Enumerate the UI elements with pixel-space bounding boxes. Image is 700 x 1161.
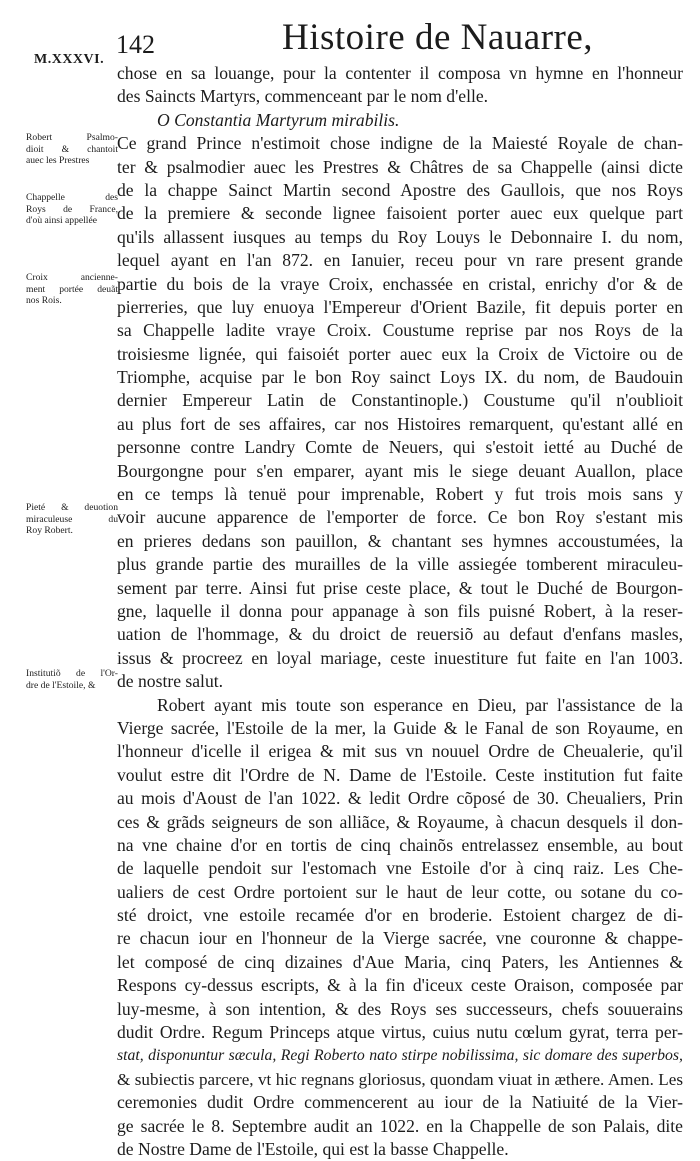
text-line: ter & psalmodier auec les Prestres & Châtres de sa Chappelle (ainsi dicte — [117, 156, 683, 177]
text-line: plus grande partie des murailles de la ville assiegée tomberent miraculeu- — [117, 554, 683, 575]
text-line: pierreries, que luy enuoya l'Empereur d'Orient Bazile, fit depuis porter en — [117, 296, 683, 317]
text-line: Robert ayant mis toute son esperance en Dieu, par l'assistance de la — [157, 694, 683, 715]
text-line: ualiers de cest Ordre portoient sur le haut de leur cotte, ou sotane du co- — [117, 881, 683, 902]
margin-note-line: Chappelle des — [26, 192, 118, 203]
text-line: gne, laquelle il donna pour appanage à son fils puisné Robert, à la reser- — [117, 600, 683, 621]
margin-note-institution-ordre — [26, 668, 118, 691]
margin-note-robert-psalmodioit — [26, 132, 118, 167]
text-line: sement par terre. Ainsi fut prise ceste place, & tout le Duché de Bourgon- — [117, 577, 683, 598]
margin-note-line: Croix ancienne- — [26, 272, 118, 283]
margin-note-line: Robert Psalmo- — [26, 132, 118, 143]
page-header — [0, 0, 700, 67]
main-text-column — [117, 62, 683, 1161]
text-line: personne contre Landry Comte de Neuers, qui s'estoit ietté au Duché de — [117, 437, 683, 458]
text-line: de Nostre Dame de l'Estoile, qui est la basse Chappelle. — [117, 1138, 509, 1159]
text-line: qu'ils allassent iusques au temps du Roy Louys le Debonnaire I. du nom, — [117, 226, 683, 247]
text-line: re chacun iour en l'honneur de la Vierge sacrée, vne couronne & chappe- — [117, 928, 683, 949]
text-line: ceremonies dudit Ordre commencerent au iour de la Natiuité de la Vier- — [117, 1092, 683, 1113]
text-line: ge sacrée le 8. Septembre audit an 1022. en la Chappelle de son Palais, dite — [117, 1115, 683, 1136]
margin-note-line: Pieté & deuotion — [26, 502, 118, 513]
margin-note-line: d'où ainsi appellée — [26, 215, 97, 227]
text-line: Bourgongne pour s'en emparer, ayant mis le siege deuant Auallon, place — [117, 460, 683, 481]
text-line: partie du bois de la vraye Croix, enchassée en cristal, enrichy d'or & de — [117, 273, 683, 294]
text-line: troisiesme lignée, qui faisoiét porter auec eux la Croix de Victoire ou de — [117, 343, 683, 364]
text-line: dudit Ordre. Regum Princeps atque virtus, cuius nutu cœlum gyrat, terra per- — [117, 1022, 683, 1043]
text-line: Respons cy-dessus escripts, & à la fin d'iceux ceste Oraison, composée par — [117, 975, 683, 996]
margin-note-piete-et-deuotion — [26, 502, 118, 537]
margin-note-line: miraculeuse du — [26, 513, 118, 525]
text-line: dernier Empereur Latin de Constantinople.) Coustume qu'il n'oublioit — [117, 390, 683, 411]
text-line: en ce temps là tenuë pour imprenable, Robert y fut trois mois sans y — [117, 484, 683, 505]
text-line: uation de l'hommage, & du droict de reuersiõ au defaut d'enfans masles, — [117, 624, 683, 645]
text-line: au plus fort de ses affaires, car nos Histoires remarquent, qu'estant allé en — [117, 413, 683, 434]
margin-note-croix-ancienne — [26, 272, 118, 307]
running-title: Histoire de Nauarre, — [282, 17, 594, 58]
text-line: Vierge sacrée, l'Estoile de la mer, la Guide & le Fanal de son Royaume, en — [117, 717, 683, 738]
margin-note-line: auec les Prestres — [26, 155, 90, 167]
text-line: voulut estre dit l'Ordre de N. Dame de l'Estoile. Ceste institution fut faite — [117, 764, 683, 785]
text-line: de la chappe Sainct Martin second Apostre des Gaullois, que nos Roys — [117, 179, 683, 200]
text-line: voir aucune apparence de l'emporter de force. Ce bon Roy s'estant mis — [117, 507, 683, 528]
text-line: & subiectis parcere, vt hic regnans gloriosus, quondam viuat in æthere. Amen. Les — [117, 1069, 683, 1089]
margin-note-line: nos Rois. — [26, 295, 62, 307]
text-line: luy-mesme, à son intention, & des Roys ses successeurs, chefs souuerains — [117, 998, 683, 1019]
text-line: au mois d'Aoust de l'an 1022. & ledit Ordre cõposé de 30. Cheualiers, Prin — [117, 788, 683, 809]
margin-note-line: Roy Robert. — [26, 525, 73, 537]
margin-note-line: dioit & chantoit — [26, 143, 118, 155]
text-line: sté droict, vne estoile recamée d'or en broderie. Estoient chargez de di- — [117, 905, 683, 926]
margin-note-line: Institutiõ de l'Or- — [26, 668, 118, 679]
text-line: sa Chappelle ladite vraye Croix. Coustume reprise par nos Roys de la — [117, 320, 683, 341]
margin-note-line: dre de l'Estoile, & — [26, 679, 96, 691]
margin-note-chappelle-des-roys — [26, 192, 118, 227]
text-line: na vne chaine d'or en tortis de cinq chainõs entrelassez ensemble, au bout — [117, 834, 683, 855]
text-line: chose en sa louange, pour la contenter il composa vn hymne en l'honneur — [117, 63, 683, 83]
folio-year: M.XXXVI. — [34, 52, 105, 67]
margin-note-line: ment portée deuãt — [26, 283, 118, 295]
text-line: de laquelle pendoit sur l'estomach vne Estoile d'or à cinq raiz. Les Che- — [117, 858, 683, 879]
text-line: lequel ayant en l'an 872. en Ianuier, receu pour vn rare present grande — [117, 250, 683, 271]
text-line: issus & procreez en loyal mariage, ceste inuestiture fut faite en l'an 1003. — [117, 647, 683, 668]
text-line: de nostre salut. — [117, 671, 224, 692]
page-number: 142 — [116, 30, 155, 59]
text-line: de la premiere & seconde lignee faisoient porter auec eux quelque part — [117, 203, 683, 224]
text-line: Triomphe, acquise par le bon Roy sainct Loys IX. du nom, de Baudouin — [117, 367, 683, 388]
text-line: let composé de cinq dizaines d'Aue Maria, cinq Paters, les Antiennes & — [117, 951, 683, 972]
text-line: ces & grãds seigneurs de son alliãce, & Royaume, à chacun desquels il don- — [117, 811, 683, 832]
text-line: des Saincts Martyrs, commenceant par le nom d'elle. — [117, 86, 489, 107]
text-line: l'honneur d'icelle il erigea & mit sus vn nouuel Ordre de Cheualerie, qu'il — [117, 741, 683, 762]
text-line: Ce grand Prince n'estimoit chose indigne de la Maiesté Royale de chan- — [117, 133, 683, 154]
hymn-incipit: O Constantia Martyrum mirabilis. — [157, 109, 400, 130]
margin-note-line: Roys de France, — [26, 203, 118, 215]
text-line: en prieres dedans son pauillon, & chantant ses hymnes accoustumées, la — [117, 530, 683, 551]
text-line-latin-prayer: stat, disponuntur sæcula, Regi Roberto nato stirpe nobilissima, sic domare des superbos, — [117, 1047, 683, 1065]
